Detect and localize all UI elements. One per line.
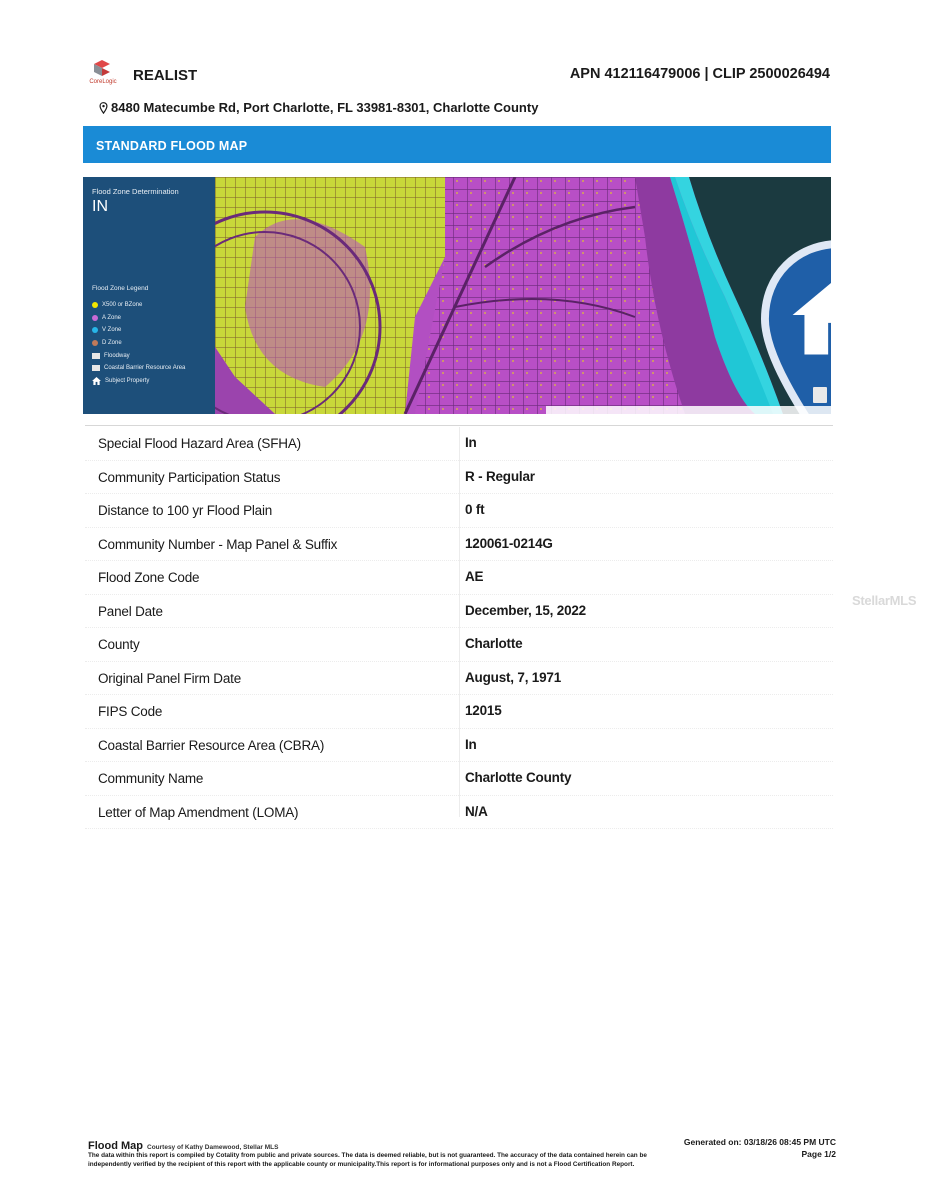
row-label: Panel Date bbox=[98, 603, 163, 619]
legend-item-subject-property bbox=[92, 375, 185, 388]
legend-title: Flood Zone Legend bbox=[92, 285, 149, 292]
footer-courtesy: Courtesy of Kathy Damewood, Stellar MLS bbox=[147, 1144, 279, 1151]
table-row bbox=[85, 762, 833, 796]
row-label: Distance to 100 yr Flood Plain bbox=[98, 503, 273, 518]
footer-disclaimer: The data within this report is compiled by Cotality from public and private sources. The data is deemed reliable, but is not guaranteed. The accuracy of the data contained herein can be independently verified by the recipient of this report with the applicable county or municipality.This report is for informational purposes only and is not a Flood Certification Report. bbox=[88, 1152, 647, 1168]
legend-label: Floodway bbox=[104, 352, 130, 359]
row-value: In bbox=[465, 736, 477, 752]
legend-item-x500 bbox=[92, 299, 185, 312]
table-row bbox=[85, 494, 833, 528]
row-value: August, 7, 1971 bbox=[465, 669, 562, 685]
row-label: Community Name bbox=[98, 771, 204, 786]
report-footer bbox=[88, 1136, 838, 1168]
address-text: 8480 Matecumbe Rd, Port Charlotte, FL 33981-8301, Charlotte County bbox=[111, 100, 539, 115]
subject-property-marker-icon[interactable] bbox=[532, 236, 831, 414]
table-row bbox=[85, 695, 833, 729]
row-value: In bbox=[465, 435, 477, 450]
property-address bbox=[99, 100, 538, 115]
section-title: STANDARD FLOOD MAP bbox=[96, 139, 248, 153]
row-value: AE bbox=[465, 569, 484, 584]
table-row bbox=[85, 595, 833, 629]
legend-label: A Zone bbox=[102, 314, 122, 321]
generated-timestamp: Generated on: 03/18/26 08:45 PM UTC bbox=[683, 1137, 836, 1147]
legend-item-floodway bbox=[92, 349, 185, 362]
corelogic-logo-icon bbox=[94, 60, 110, 76]
table-row bbox=[85, 461, 833, 495]
row-value: Charlotte County bbox=[465, 770, 572, 785]
map-imagery[interactable] bbox=[215, 177, 831, 414]
table-row bbox=[85, 796, 833, 830]
brown-dot-icon bbox=[92, 340, 98, 346]
row-value: 120061-0214G bbox=[465, 535, 553, 551]
row-label: County bbox=[98, 637, 140, 652]
report-header bbox=[85, 58, 830, 94]
table-row bbox=[85, 729, 833, 763]
legend-label: X500 or BZone bbox=[102, 302, 143, 309]
section-banner bbox=[83, 126, 831, 163]
table-row bbox=[85, 528, 833, 562]
corelogic-logo bbox=[85, 58, 121, 90]
legend-item-v-zone bbox=[92, 324, 185, 337]
flood-zone-determination-label: Flood Zone Determination bbox=[92, 187, 179, 196]
footer-meta bbox=[684, 1136, 836, 1160]
legend-label: Subject Property bbox=[105, 377, 150, 384]
legend-label: D Zone bbox=[102, 340, 122, 347]
apn-clip: APN 412116479006 | CLIP 2500026494 bbox=[569, 66, 830, 82]
cbra-swatch-icon bbox=[92, 365, 100, 371]
floodway-swatch-icon bbox=[92, 353, 100, 359]
row-label: Community Participation Status bbox=[98, 469, 281, 485]
yellow-dot-icon bbox=[92, 302, 98, 308]
row-label: FIPS Code bbox=[98, 704, 163, 719]
row-value: 0 ft bbox=[465, 502, 485, 517]
table-row bbox=[85, 662, 833, 696]
map-pin-icon bbox=[99, 102, 108, 114]
stellar-mls-watermark: StellarMLS bbox=[852, 593, 917, 608]
brand-name: REALIST bbox=[133, 67, 198, 84]
row-label: Community Number - Map Panel & Suffix bbox=[98, 536, 338, 552]
legend-list bbox=[92, 299, 185, 387]
purple-dot-icon bbox=[92, 315, 98, 321]
row-label: Flood Zone Code bbox=[98, 570, 200, 585]
legend-item-a-zone bbox=[92, 312, 185, 325]
cyan-dot-icon bbox=[92, 327, 98, 333]
divider bbox=[85, 425, 833, 426]
row-value: N/A bbox=[465, 803, 488, 819]
row-label: Special Flood Hazard Area (SFHA) bbox=[98, 436, 301, 451]
footer-title: Flood Map bbox=[88, 1140, 143, 1152]
row-value: 12015 bbox=[465, 703, 502, 718]
map-legend-panel bbox=[83, 177, 215, 414]
row-value: Charlotte bbox=[465, 636, 523, 651]
row-value: December, 15, 2022 bbox=[465, 602, 586, 618]
flood-zone-determination-value: IN bbox=[92, 198, 108, 215]
legend-item-cbra bbox=[92, 362, 185, 375]
legend-label: V Zone bbox=[102, 327, 122, 334]
table-row bbox=[85, 628, 833, 662]
row-value: R - Regular bbox=[465, 468, 535, 484]
house-icon bbox=[92, 377, 101, 385]
table-row bbox=[85, 427, 833, 461]
legend-item-d-zone bbox=[92, 337, 185, 350]
flood-map[interactable] bbox=[83, 177, 831, 414]
legend-label: Coastal Barrier Resource Area bbox=[104, 365, 186, 372]
map-control-button[interactable] bbox=[813, 387, 827, 403]
logo-text: CoreLogic bbox=[89, 79, 117, 85]
map-attribution-bar bbox=[546, 406, 831, 414]
row-label: Coastal Barrier Resource Area (CBRA) bbox=[98, 737, 325, 753]
page-number: Page 1/2 bbox=[801, 1149, 836, 1159]
row-label: Original Panel Firm Date bbox=[98, 670, 242, 686]
table-row bbox=[85, 561, 833, 595]
flood-details-table bbox=[85, 427, 833, 829]
row-label: Letter of Map Amendment (LOMA) bbox=[98, 804, 299, 820]
